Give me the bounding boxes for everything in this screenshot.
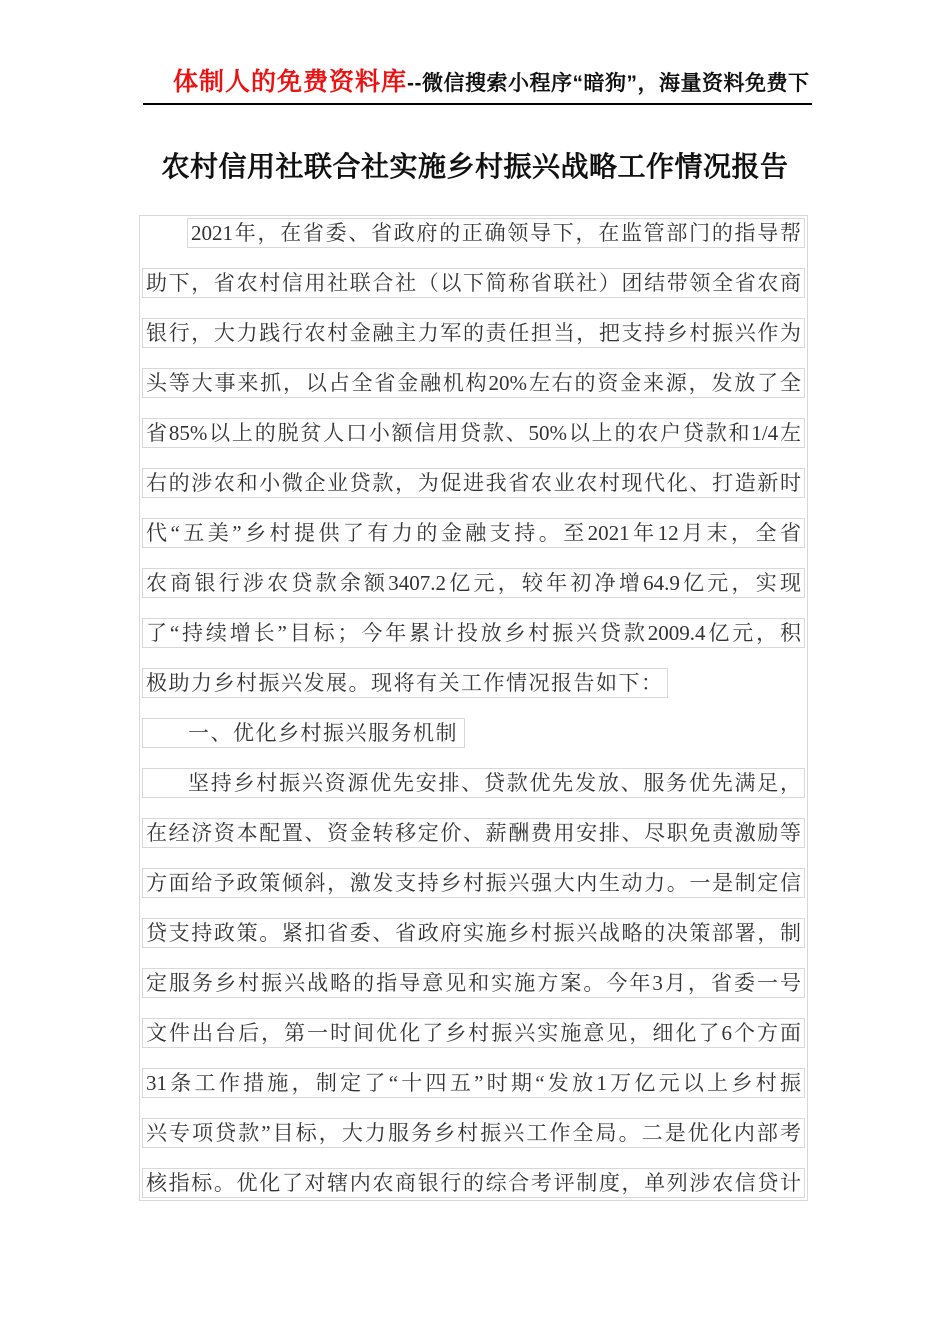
text-line: 极助力乡村振兴发展。现将有关工作情况报告如下：: [142, 668, 668, 698]
document-body: [139, 215, 808, 1201]
text-line: 31条工作措施，制定了“十四五”时期“发放1万亿元以上乡村振: [142, 1068, 805, 1098]
text-line: 农商银行涉农贷款余额3407.2亿元，较年初净增64.9亿元，实现: [142, 568, 805, 598]
text-line: 代“五美”乡村提供了有力的金融支持。至2021年12月末，全省: [142, 518, 805, 548]
text-line: 核指标。优化了对辖内农商银行的综合考评制度，单列涉农信贷计: [142, 1168, 805, 1198]
text-line: 省85%以上的脱贫人口小额信用贷款、50%以上的农户贷款和1/4左: [142, 418, 805, 448]
promo-header: [143, 62, 812, 105]
text-line: 在经济资本配置、资金转移定价、薪酬费用安排、尽职免责激励等: [142, 818, 805, 848]
text-line: 了“持续增长”目标；今年累计投放乡村振兴贷款2009.4亿元，积: [142, 618, 805, 648]
text-line: 银行，大力践行农村金融主力军的责任担当，把支持乡村振兴作为: [142, 318, 805, 348]
text-line: 方面给予政策倾斜，激发支持乡村振兴强大内生动力。一是制定信: [142, 868, 805, 898]
text-line: 坚持乡村振兴资源优先安排、贷款优先发放、服务优先满足，: [142, 768, 805, 798]
text-line: 定服务乡村振兴战略的指导意见和实施方案。今年3月，省委一号: [142, 968, 805, 998]
page-title: 农村信用社联合社实施乡村振兴战略工作情况报告: [161, 152, 789, 183]
text-line: 头等大事来抓，以占全省金融机构20%左右的资金来源，发放了全: [142, 368, 805, 398]
text-line: 兴专项贷款”目标，大力服务乡村振兴工作全局。二是优化内部考: [142, 1118, 805, 1148]
text-line: 一、优化乡村振兴服务机制: [142, 718, 465, 748]
text-line: 贷支持政策。紧扣省委、省政府实施乡村振兴战略的决策部署，制: [142, 918, 805, 948]
text-line: 2021年，在省委、省政府的正确领导下，在监管部门的指导帮: [187, 218, 805, 248]
promo-tagline-text: --微信搜索小程序“暗狗”，海量资料免费下: [407, 72, 810, 95]
text-line: 右的涉农和小微企业贷款，为促进我省农业农村现代化、打造新时: [142, 468, 805, 498]
promo-brand-text: 体制人的免费资料库: [173, 68, 408, 96]
text-line: 助下，省农村信用社联合社（以下简称省联社）团结带领全省农商: [142, 268, 805, 298]
text-line: 文件出台后，第一时间优化了乡村振兴实施意见，细化了6个方面: [142, 1018, 805, 1048]
